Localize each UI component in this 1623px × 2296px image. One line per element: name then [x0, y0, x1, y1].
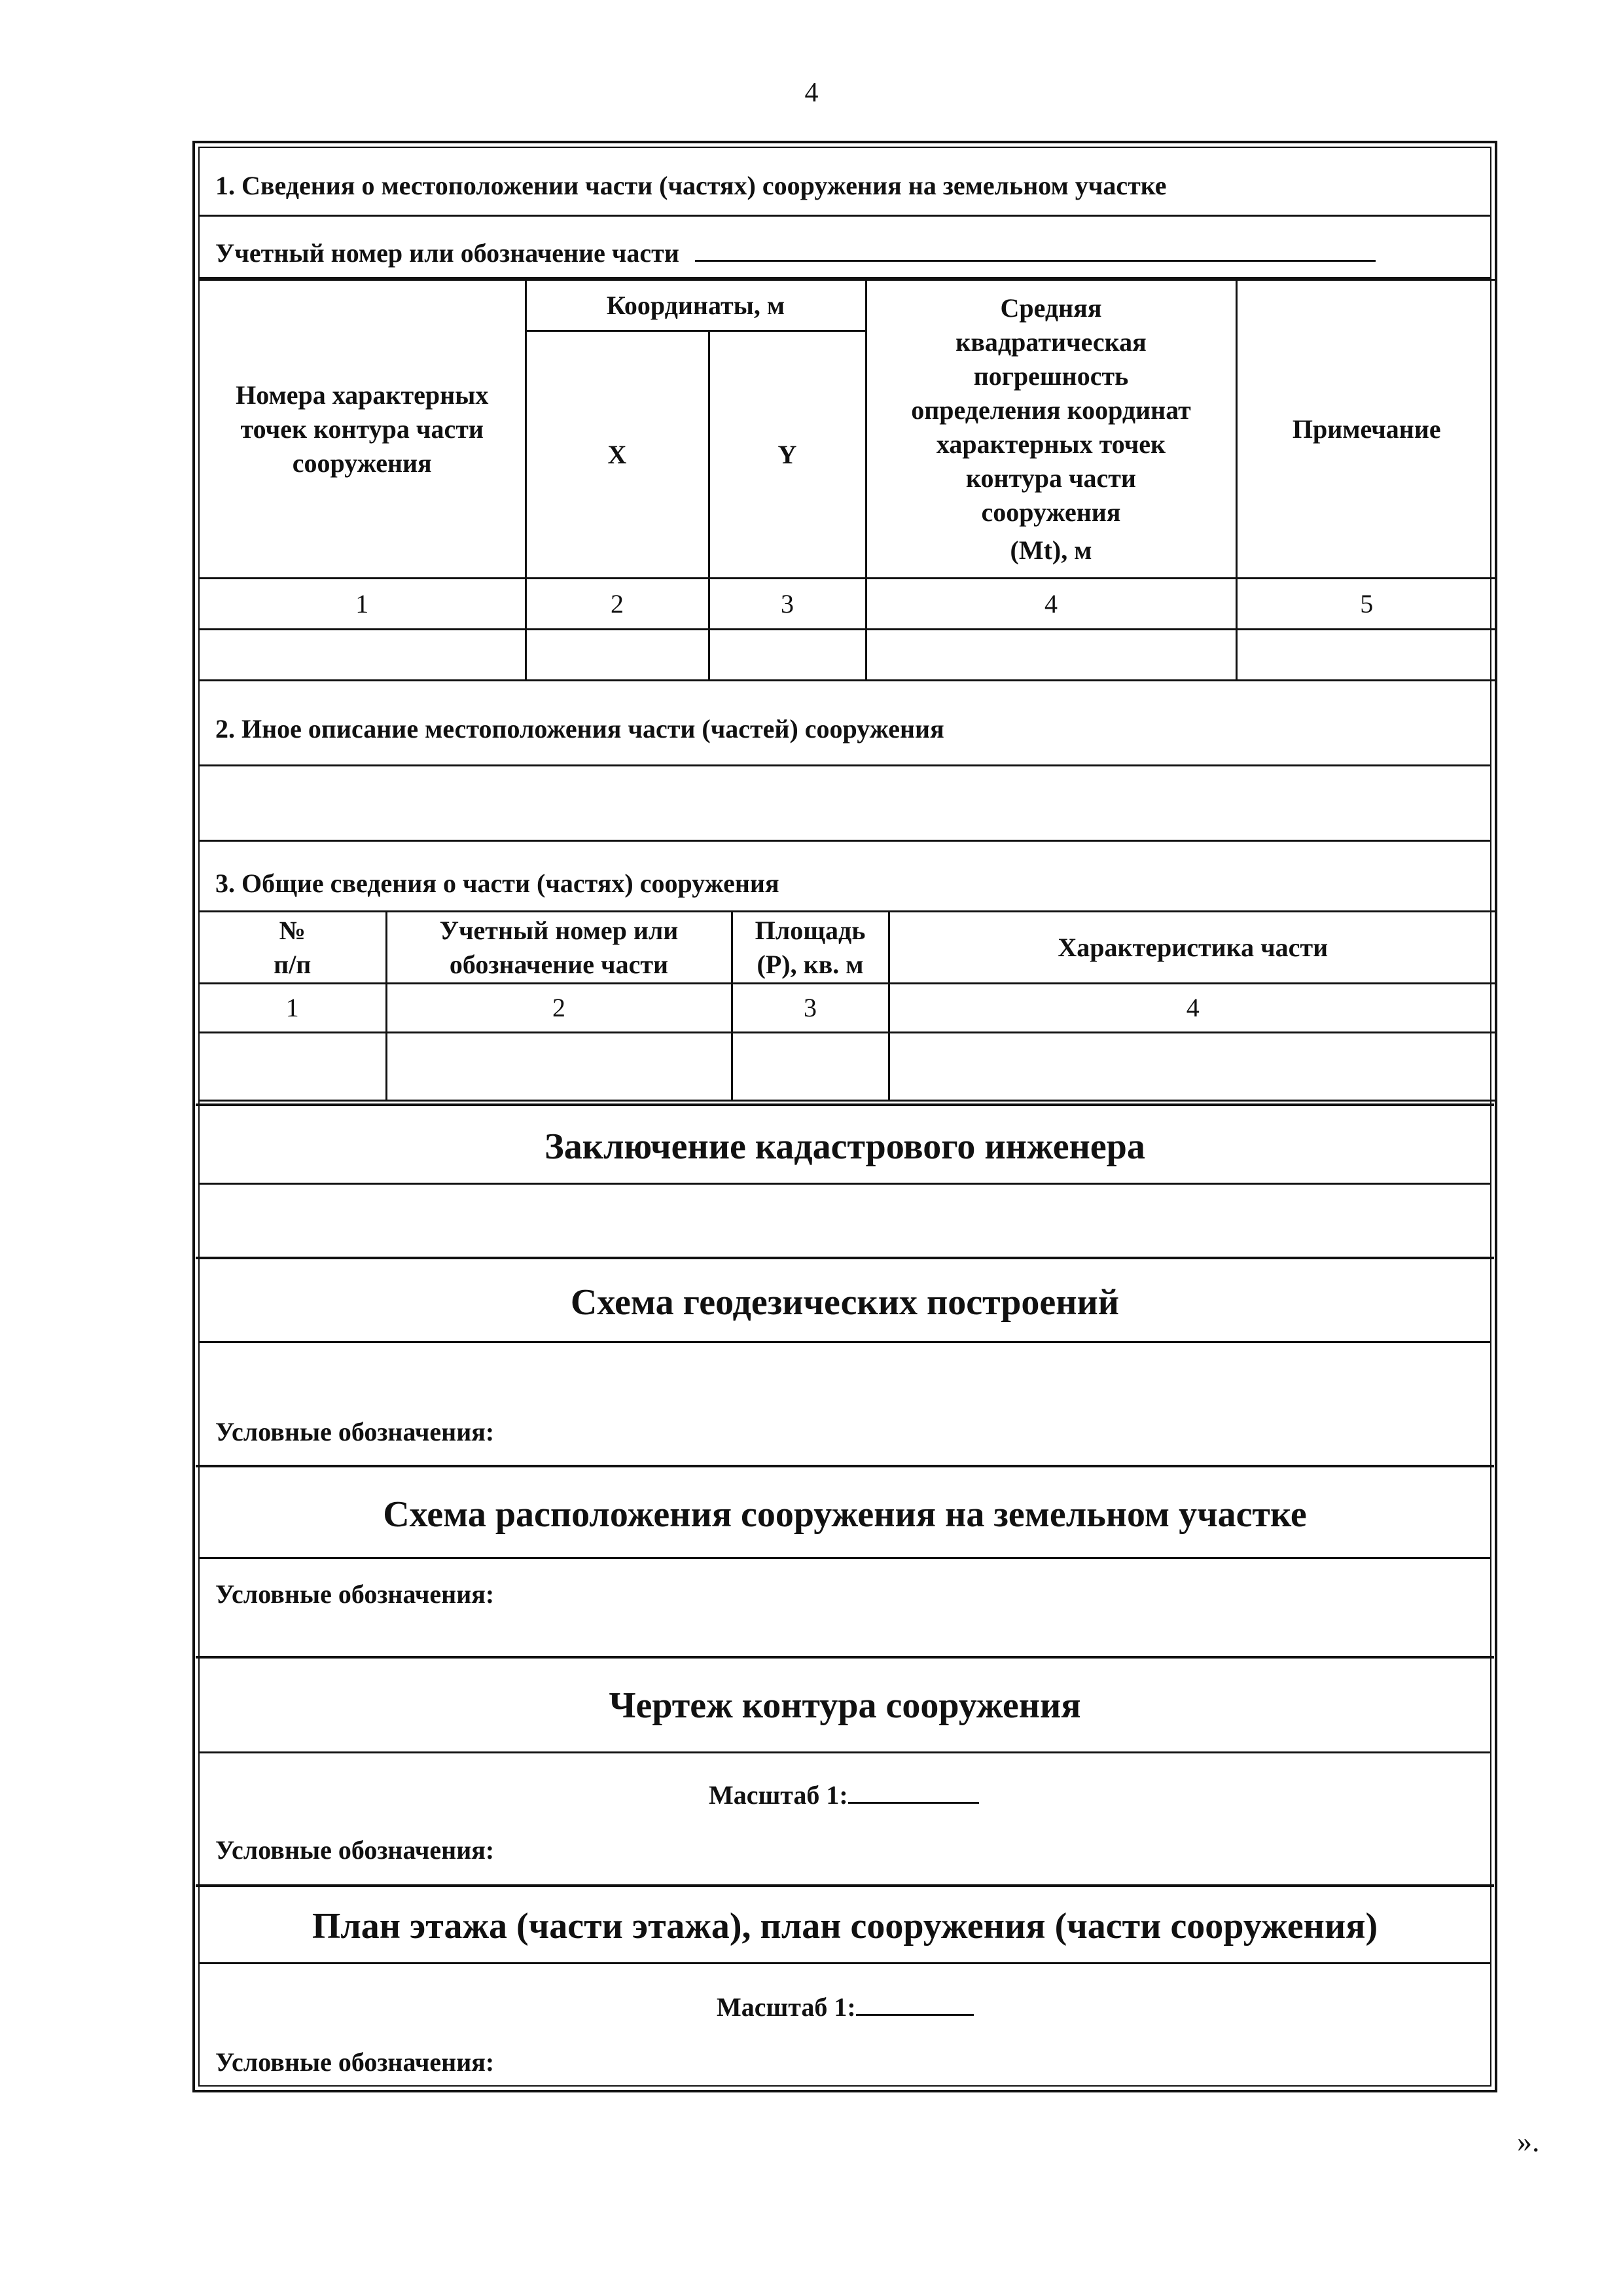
header-mean-error: Средняя квадратическая погрешность определения координат характерных точек контура части сооружения (Mt), м [866, 280, 1236, 579]
form-inner [198, 147, 1491, 2087]
table-row-empty [200, 630, 1496, 681]
geodesic-title-row [200, 1259, 1490, 1343]
contour-title-row [200, 1659, 1490, 1753]
location-title: Схема расположения сооружения на земельном участке [383, 1494, 1307, 1535]
section3-title: 3. Общие сведения о части (частях) сооружения [215, 869, 779, 898]
location-legend: Условные обозначения: [215, 1579, 495, 1609]
geodesic-content [200, 1343, 1490, 1465]
geodesic-legend: Условные обозначения: [215, 1417, 495, 1446]
location-content [200, 1559, 1490, 1656]
floor-plan-scale-label: Масштаб 1: [717, 1992, 856, 2022]
section1-account-label: Учетный номер или обозначение части [215, 238, 679, 268]
contour-scale-field[interactable] [848, 1776, 979, 1804]
contour-title: Чертеж контура сооружения [609, 1685, 1081, 1726]
floor-plan-content [200, 1964, 1490, 2092]
form-frame [192, 141, 1497, 2092]
section3-title-row [200, 842, 1490, 912]
section1-account-field[interactable] [695, 234, 1376, 262]
section2-content-row[interactable] [200, 766, 1490, 842]
header-area: Площадь (P), кв. м [732, 912, 889, 984]
section1-account-row [200, 217, 1490, 279]
header-y: Y [709, 331, 866, 579]
geodesic-title: Схема геодезических построений [570, 1282, 1120, 1323]
header-points: Номера характерных точек контура части сооружения [200, 280, 526, 579]
coordinates-table [200, 279, 1496, 681]
location-title-row [200, 1467, 1490, 1559]
conclusion-title-row [200, 1106, 1490, 1185]
header-characteristic: Характеристика части [889, 912, 1496, 984]
section2-title-row [200, 685, 1490, 766]
table-row-empty [200, 1033, 1496, 1101]
table-row-numbers: 1 2 3 4 [200, 984, 1496, 1033]
floor-plan-scale-field[interactable] [856, 1988, 974, 2016]
header-coordinates: Координаты, м [526, 280, 866, 331]
section1-title-row [200, 148, 1490, 217]
contour-content [200, 1753, 1490, 1884]
floor-plan-title: План этажа (части этажа), план сооружения (части сооружения) [312, 1906, 1378, 1946]
contour-legend: Условные обозначения: [215, 1835, 495, 1865]
section2-title: 2. Иное описание местоположения части (частей) сооружения [215, 714, 944, 744]
section1-account [215, 234, 1376, 268]
closing-quote-mark: ». [1517, 2125, 1540, 2158]
header-num: № п/п [200, 912, 386, 984]
contour-scale [709, 1776, 979, 1810]
floor-plan-legend: Условные обозначения: [215, 2047, 495, 2077]
page-number: 4 [804, 78, 819, 108]
floor-plan-title-row [200, 1887, 1490, 1964]
header-account: Учетный номер или обозначение части [386, 912, 732, 984]
section1-title: 1. Сведения о местоположении части (частях) сооружения на земельном участке [215, 171, 1167, 200]
floor-plan-scale [717, 1988, 974, 2022]
header-x: X [526, 331, 709, 579]
header-note: Примечание [1236, 280, 1496, 579]
conclusion-title: Заключение кадастрового инженера [544, 1126, 1145, 1167]
parts-table [200, 910, 1496, 1102]
table-row-numbers: 1 2 3 4 5 [200, 579, 1496, 630]
contour-scale-label: Масштаб 1: [709, 1780, 848, 1810]
conclusion-content[interactable] [200, 1185, 1490, 1257]
